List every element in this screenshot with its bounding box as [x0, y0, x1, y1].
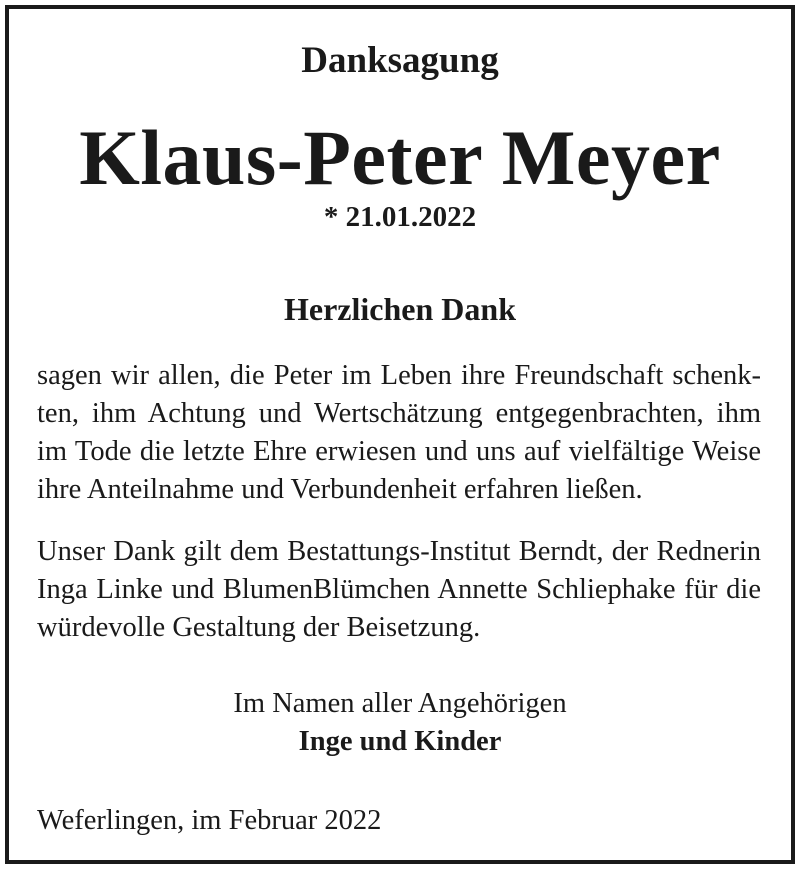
paragraph-line: sagen wir allen, die Peter im Leben ihre Freundschaft schenk-	[37, 360, 761, 391]
paragraph-line: würdevolle Gestaltung der Beisetzung.	[37, 612, 481, 643]
signoff-line: Im Namen aller Angehörigen	[233, 688, 567, 719]
signoff	[9, 685, 791, 761]
paragraph-line: ihre Anteilnahme und Verbundenheit erfahren ließen.	[37, 474, 643, 505]
thanks-paragraph-1	[37, 357, 761, 509]
deceased-name: Klaus-Peter Meyer	[79, 114, 721, 201]
notice-frame	[5, 5, 795, 864]
place-date: Weferlingen, im Februar 2022	[37, 805, 382, 836]
paragraph-line: Inga Linke und BlumenBlümchen Annette Schliephake für die	[37, 574, 761, 605]
thanks-paragraph-2	[37, 533, 761, 647]
signoff-names: Inge und Kinder	[298, 726, 502, 757]
paragraph-line: im Tode die letzte Ehre erwiesen und uns auf vielfältige Weise	[37, 436, 761, 467]
birth-date: * 21.01.2022	[323, 201, 477, 233]
thanks-title: Herzlichen Dank	[284, 291, 516, 327]
paragraph-line: Unser Dank gilt dem Bestattungs-Institut Berndt, der Rednerin	[37, 536, 761, 567]
notice-heading: Danksagung	[301, 40, 499, 81]
paragraph-line: ten, ihm Achtung und Wertschätzung entgegenbrachten, ihm	[37, 398, 761, 429]
